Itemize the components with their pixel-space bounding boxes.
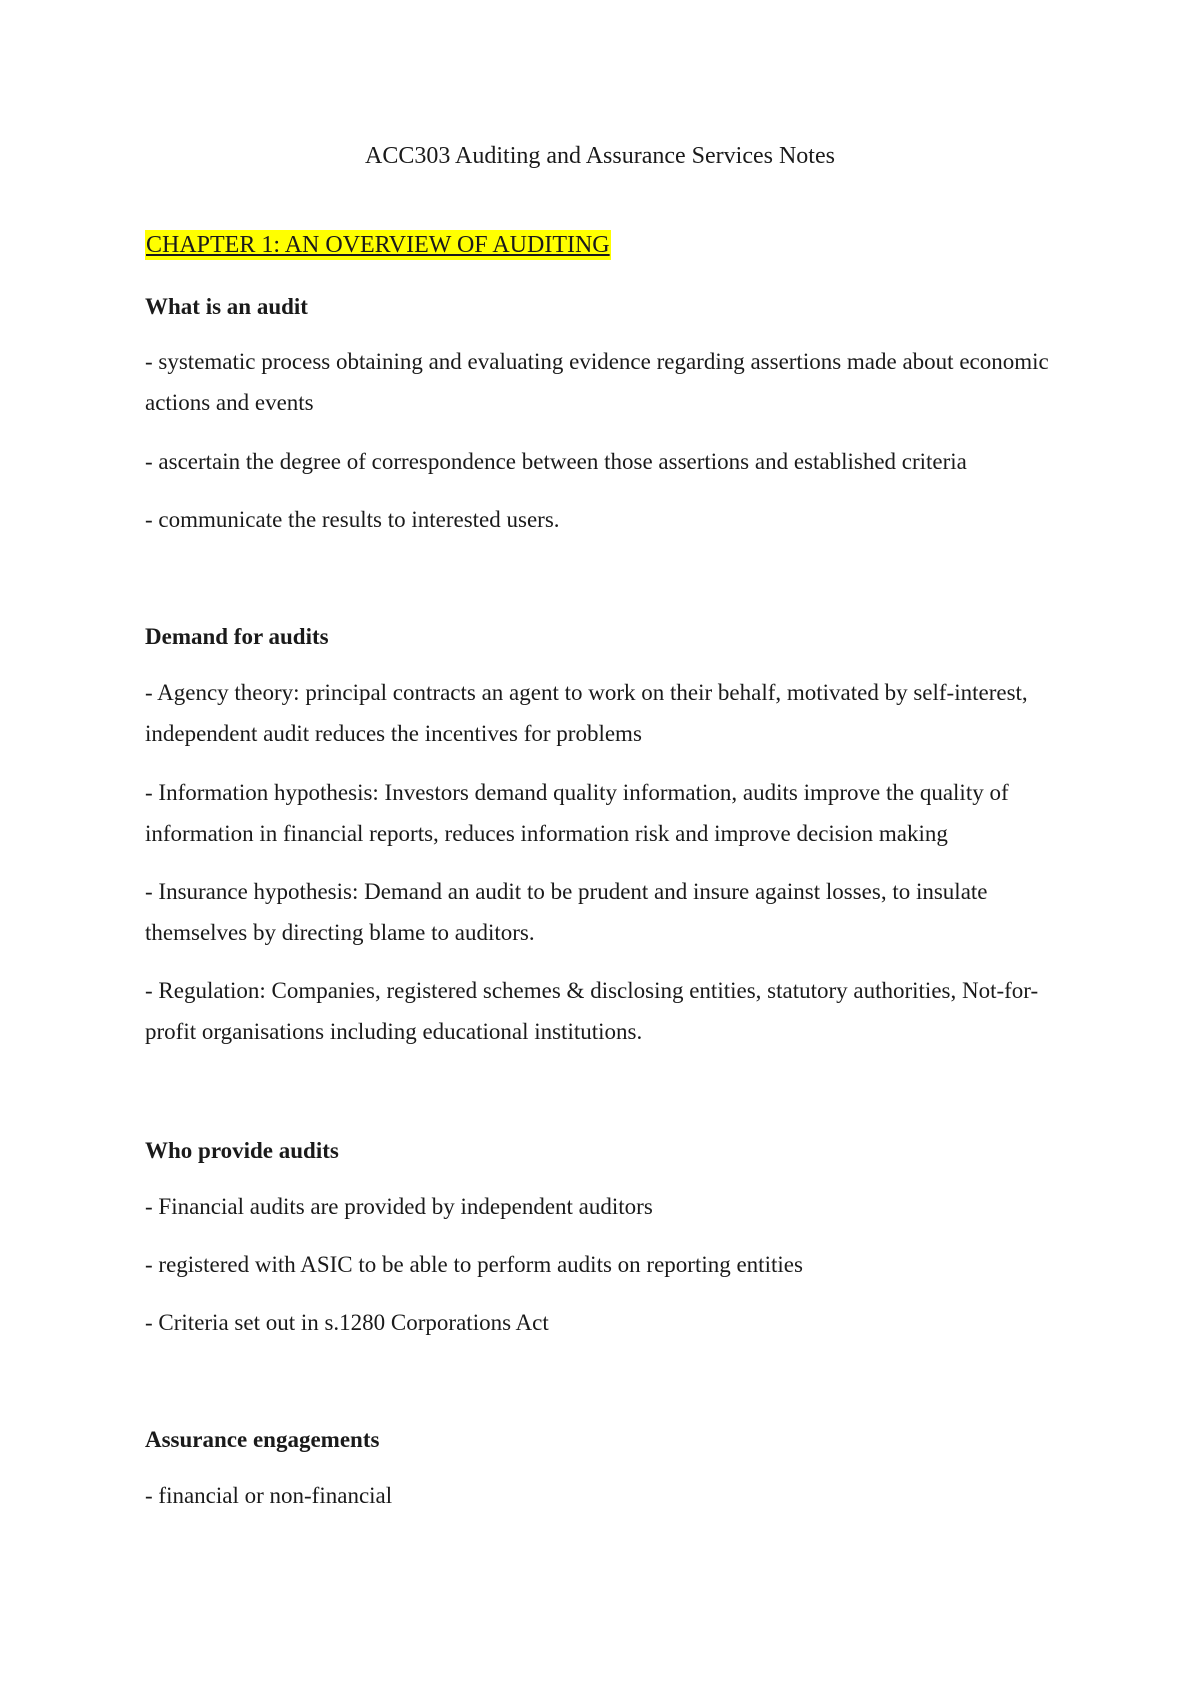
paragraph: - Information hypothesis: Investors demand quality information, audits improve the quality of information in financial reports, reduces information risk and improve decision making (145, 780, 1009, 846)
paragraph: - Insurance hypothesis: Demand an audit to be prudent and insure against losses, to insulate themselves by directing blame to auditors. (145, 879, 988, 945)
paragraph: - Regulation: Companies, registered schemes & disclosing entities, statutory authorities, Not-for-profit organisations including educational institutions. (145, 978, 1039, 1044)
paragraph: - communicate the results to interested users. (145, 507, 560, 532)
paragraph: - Criteria set out in s.1280 Corporations Act (145, 1310, 549, 1335)
section-heading-what-is-an-audit: What is an audit (145, 294, 308, 319)
chapter-heading: CHAPTER 1: AN OVERVIEW OF AUDITING (146, 232, 610, 258)
section-heading-demand-for-audits: Demand for audits (145, 624, 329, 649)
paragraph: - Agency theory: principal contracts an agent to work on their behalf, motivated by self-interest, independent audit reduces the incentives for problems (145, 680, 1028, 746)
paragraph: - registered with ASIC to be able to perform audits on reporting entities (145, 1252, 803, 1277)
paragraph: - systematic process obtaining and evaluating evidence regarding assertions made about economic actions and events (145, 349, 1049, 415)
paragraph: - Financial audits are provided by independent auditors (145, 1194, 653, 1219)
document-title: ACC303 Auditing and Assurance Services Notes (365, 143, 835, 169)
paragraph: - financial or non-financial (145, 1483, 393, 1508)
paragraph: - ascertain the degree of correspondence between those assertions and established criteria (145, 449, 967, 474)
section-heading-assurance-engagements: Assurance engagements (145, 1427, 380, 1452)
section-heading-who-provide-audits: Who provide audits (145, 1138, 339, 1163)
